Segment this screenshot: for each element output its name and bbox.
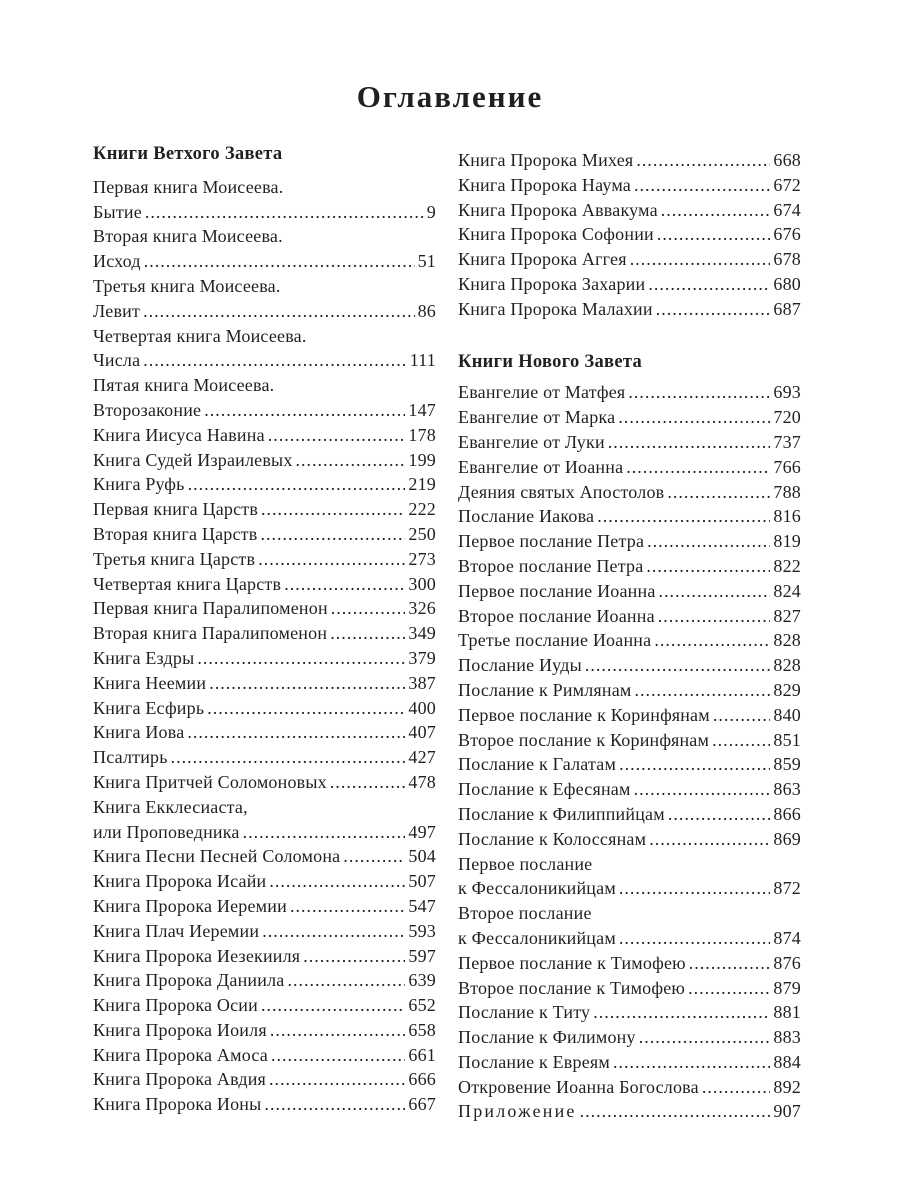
toc-entry[interactable]	[458, 628, 801, 653]
toc-page-number: 674	[773, 199, 801, 220]
dot-leader	[661, 198, 771, 223]
toc-page-number: 379	[408, 647, 436, 668]
dot-leader	[646, 554, 770, 579]
toc-entry[interactable]	[458, 579, 801, 604]
toc-page-number: 883	[773, 1027, 801, 1048]
dot-leader	[702, 1075, 771, 1100]
toc-entry-label: Псалтирь	[93, 747, 168, 768]
dot-leader	[296, 448, 406, 473]
toc-entry-label: Послание к Римлянам	[458, 679, 632, 700]
dot-leader	[619, 752, 770, 777]
toc-entry[interactable]	[93, 348, 436, 373]
toc-entry-label: Вторая книга Паралипоменон	[93, 623, 328, 644]
toc-page-number: 349	[408, 623, 436, 644]
toc-page-number: 824	[773, 580, 801, 601]
toc-entry-label: Послание к Колоссянам	[458, 828, 647, 849]
dot-leader	[209, 671, 405, 696]
new-testament-list	[458, 380, 801, 1124]
toc-entry[interactable]	[458, 297, 801, 322]
toc-entry-label: Деяния святых Апостолов	[458, 481, 665, 502]
toc-entry[interactable]	[93, 299, 436, 324]
toc-page-number: 829	[773, 679, 801, 700]
toc-entry-label: Послание к Евреям	[458, 1051, 610, 1072]
toc-entry-pretitle: Вторая книга Моисеева.	[93, 226, 283, 247]
dot-leader	[269, 869, 405, 894]
dot-leader	[330, 770, 406, 795]
toc-page-number: 250	[408, 523, 436, 544]
dot-leader	[143, 299, 415, 324]
toc-entry[interactable]	[93, 398, 436, 423]
toc-entry[interactable]	[93, 993, 436, 1018]
toc-entry[interactable]	[458, 926, 801, 951]
dot-leader	[689, 951, 771, 976]
toc-entry-label: Книга Неемии	[93, 672, 207, 693]
toc-page-number: 504	[408, 846, 436, 867]
toc-entry-title-line	[93, 274, 436, 299]
dot-leader	[343, 844, 405, 869]
toc-entry[interactable]	[93, 1043, 436, 1068]
toc-entry-label: Послание к Галатам	[458, 754, 617, 775]
toc-entry-label: Книга Ездры	[93, 647, 195, 668]
toc-entry-label: Книга Пророка Иезекииля	[93, 945, 301, 966]
dot-leader	[658, 604, 771, 629]
toc-entry[interactable]	[93, 522, 436, 547]
toc-entry[interactable]	[458, 173, 801, 198]
dot-leader	[143, 348, 406, 373]
dot-leader	[260, 522, 405, 547]
toc-page-number: 400	[408, 697, 436, 718]
toc-entry[interactable]	[458, 148, 801, 173]
dot-leader	[270, 1018, 406, 1043]
toc-entry[interactable]	[93, 745, 436, 770]
toc-entry-pretitle: Первое послание	[458, 853, 593, 874]
toc-entry-label: Книга Пророка Ионы	[93, 1094, 262, 1115]
toc-entry[interactable]	[458, 480, 801, 505]
toc-page-number: 147	[408, 399, 436, 420]
dot-leader	[580, 1099, 771, 1124]
toc-entry-label: Книга Иова	[93, 722, 185, 743]
toc-entry[interactable]	[458, 222, 801, 247]
dot-leader	[331, 596, 406, 621]
toc-entry[interactable]	[93, 770, 436, 795]
toc-entry[interactable]	[93, 894, 436, 919]
toc-entry-label: Первое послание Иоанна	[458, 580, 656, 601]
toc-entry-label: Книга Есфирь	[93, 697, 205, 718]
toc-page-number: 766	[773, 456, 801, 477]
toc-entry[interactable]	[458, 529, 801, 554]
toc-entry[interactable]	[93, 621, 436, 646]
toc-page-number: 219	[408, 474, 436, 495]
toc-entry[interactable]	[93, 646, 436, 671]
toc-entry[interactable]	[458, 1025, 801, 1050]
toc-entry-label: Книга Пророка Наума	[458, 174, 631, 195]
dot-leader	[204, 398, 405, 423]
toc-entry-pretitle: Книга Екклесиаста,	[93, 796, 248, 817]
toc-entry-label: Первое послание к Тимофею	[458, 952, 686, 973]
toc-page-number: 828	[773, 655, 801, 676]
toc-entry-label: Книга Пророка Михея	[458, 150, 634, 170]
toc-page-number: 111	[409, 350, 436, 371]
dot-leader	[630, 247, 771, 272]
toc-entry-label: Послание к Титу	[458, 1002, 591, 1023]
dot-leader	[258, 547, 405, 572]
toc-entry-pretitle: Пятая книга Моисеева.	[93, 375, 275, 396]
toc-page-number: 497	[408, 821, 436, 842]
toc-page-number: 658	[408, 1019, 436, 1040]
toc-entry[interactable]	[93, 249, 436, 274]
toc-entry[interactable]	[458, 504, 801, 529]
toc-page-number: 326	[408, 598, 436, 619]
dot-leader	[145, 200, 424, 225]
toc-entry[interactable]	[458, 802, 801, 827]
dot-leader	[243, 820, 406, 845]
dot-leader	[290, 894, 405, 919]
dot-leader	[635, 678, 771, 703]
toc-entry-label: Четвертая книга Царств	[93, 573, 282, 594]
toc-entry[interactable]	[458, 430, 801, 455]
toc-entry[interactable]	[458, 1099, 801, 1124]
dot-leader	[264, 1092, 405, 1117]
toc-page-number: 222	[408, 499, 436, 520]
toc-entry[interactable]	[458, 405, 801, 430]
toc-entry[interactable]	[458, 1075, 801, 1100]
toc-entry-pretitle: Третья книга Моисеева.	[93, 275, 281, 296]
dot-leader	[608, 430, 771, 455]
toc-entry-label: к Фессалоникийцам	[458, 878, 616, 899]
toc-entry-label: Послание Иуды	[458, 655, 582, 676]
toc-entry-label: Второе послание Петра	[458, 555, 644, 576]
toc-entry[interactable]	[458, 1000, 801, 1025]
toc-entry-pretitle: Первая книга Моисеева.	[93, 176, 284, 197]
toc-entry[interactable]	[93, 1067, 436, 1092]
dot-leader	[262, 919, 405, 944]
toc-page-number: 827	[773, 605, 801, 626]
toc-page-number: 693	[773, 382, 801, 403]
toc-entry[interactable]	[93, 720, 436, 745]
toc-entry-label: Откровение Иоанна Богослова	[458, 1076, 699, 1097]
toc-entry-label: Вторая книга Царств	[93, 523, 258, 544]
toc-page-number: 407	[408, 722, 436, 743]
toc-entry-label: Книга Пророка Осии	[93, 995, 258, 1016]
toc-entry[interactable]	[458, 703, 801, 728]
toc-entry-title-line	[93, 224, 436, 249]
toc-page-number: 639	[408, 970, 436, 991]
toc-entry-label: Евангелие от Марка	[458, 407, 616, 428]
toc-entry[interactable]	[458, 876, 801, 901]
toc-entry-label: Второе послание Иоанна	[458, 605, 655, 626]
toc-entry-label: Книга Иисуса Навина	[93, 424, 265, 445]
dot-leader	[667, 480, 770, 505]
dot-leader	[171, 745, 406, 770]
toc-entry[interactable]	[458, 380, 801, 405]
dot-leader	[634, 777, 771, 802]
toc-entry[interactable]	[458, 976, 801, 1001]
toc-entry-label: Послание к Ефесянам	[458, 779, 631, 800]
toc-page-number: 9	[426, 201, 436, 222]
toc-entry[interactable]	[93, 944, 436, 969]
toc-entry-label: Первое послание Петра	[458, 531, 645, 552]
toc-entry-title-line	[93, 795, 436, 820]
toc-entry-label: Левит	[93, 300, 141, 321]
dot-leader	[287, 968, 405, 993]
dot-leader	[593, 1000, 770, 1025]
toc-page-number: 672	[773, 174, 801, 195]
toc-page-number: 427	[408, 747, 436, 768]
toc-entry-label: Книга Судей Израилевых	[93, 449, 293, 470]
toc-entry-label: Книга Пророка Даниила	[93, 970, 285, 991]
toc-entry-pretitle: Четвертая книга Моисеева.	[93, 325, 307, 346]
toc-page-number: 86	[417, 300, 436, 321]
toc-page-number: 872	[773, 878, 801, 899]
toc-left-column	[93, 142, 436, 1117]
toc-entry-label: Второе послание к Тимофею	[458, 977, 686, 998]
toc-entry-title-line	[458, 852, 801, 877]
toc-page-number: 676	[773, 224, 801, 245]
dot-leader	[284, 572, 405, 597]
toc-page-number: 819	[773, 531, 801, 552]
toc-entry[interactable]	[458, 1050, 801, 1075]
toc-entry-label: Послание Иакова	[458, 506, 595, 527]
toc-entry[interactable]	[458, 247, 801, 272]
toc-entry-title-line	[458, 901, 801, 926]
dot-leader	[271, 1043, 405, 1068]
toc-entry[interactable]	[458, 554, 801, 579]
toc-entry-label: Третья книга Царств	[93, 548, 256, 569]
toc-entry-title-line	[93, 324, 436, 349]
toc-entry[interactable]	[458, 678, 801, 703]
toc-page-number: 737	[773, 431, 801, 452]
toc-page-number: 822	[773, 555, 801, 576]
toc-entry-label: Книга Пророка Аввакума	[458, 199, 658, 220]
toc-page-number: 668	[773, 150, 801, 170]
toc-page-number: 178	[408, 424, 436, 445]
toc-entry-label: Приложение	[458, 1101, 577, 1122]
toc-page-number: 547	[408, 895, 436, 916]
dot-leader	[657, 222, 771, 247]
toc-page-number: 788	[773, 481, 801, 502]
toc-entry[interactable]	[458, 728, 801, 753]
toc-page-number: 884	[773, 1051, 801, 1072]
toc-page-number: 661	[408, 1044, 436, 1065]
toc-entry-title-line	[93, 373, 436, 398]
toc-entry[interactable]	[93, 671, 436, 696]
toc-entry[interactable]	[93, 1018, 436, 1043]
toc-entry[interactable]	[93, 497, 436, 522]
dot-leader	[668, 802, 771, 827]
toc-entry-label: Книга Пророка Исайи	[93, 871, 267, 892]
dot-leader	[303, 944, 405, 969]
toc-entry[interactable]	[458, 777, 801, 802]
toc-entry[interactable]	[93, 596, 436, 621]
toc-right-column	[458, 148, 801, 1124]
toc-entry-label: Второзаконие	[93, 399, 202, 420]
toc-page-number: 597	[408, 945, 436, 966]
toc-entry-label: Послание к Филиппийцам	[458, 803, 665, 824]
toc-entry-label: Второе послание к Коринфянам	[458, 729, 710, 750]
toc-entry-label: Книга Пророка Иеремии	[93, 895, 287, 916]
toc-entry[interactable]	[93, 820, 436, 845]
dot-leader	[330, 621, 405, 646]
dot-leader	[712, 728, 770, 753]
toc-entry[interactable]	[93, 919, 436, 944]
old-testament-list-continued	[458, 148, 801, 322]
toc-page-number: 840	[773, 704, 801, 725]
toc-entry[interactable]	[458, 604, 801, 629]
toc-page-number: 879	[773, 977, 801, 998]
toc-entry[interactable]	[93, 1092, 436, 1117]
new-testament-heading: Книги Нового Завета	[458, 351, 643, 372]
toc-entry[interactable]	[93, 200, 436, 225]
toc-entry-label: к Фессалоникийцам	[458, 927, 616, 948]
dot-leader	[636, 148, 770, 173]
toc-entry[interactable]	[458, 198, 801, 223]
toc-entry-pretitle: Второе послание	[458, 903, 592, 924]
toc-entry[interactable]	[93, 696, 436, 721]
toc-entry[interactable]	[458, 827, 801, 852]
toc-entry-label: Числа	[93, 350, 141, 371]
toc-page-number: 720	[773, 407, 801, 428]
toc-entry-label: Книга Пророка Авдия	[93, 1069, 267, 1090]
toc-entry[interactable]	[93, 869, 436, 894]
toc-entry[interactable]	[458, 272, 801, 297]
dot-leader	[648, 272, 770, 297]
toc-page-number: 687	[773, 298, 801, 319]
toc-entry-label: Книга Пророка Малахии	[458, 298, 653, 319]
toc-entry-label: Первое послание к Коринфянам	[458, 704, 710, 725]
toc-page-number: 199	[408, 449, 436, 470]
dot-leader	[269, 1067, 405, 1092]
toc-page-number: 507	[408, 871, 436, 892]
toc-entry-label: Книга Пророка Иоиля	[93, 1019, 267, 1040]
toc-entry-label: Евангелие от Иоанна	[458, 456, 624, 477]
toc-entry[interactable]	[93, 423, 436, 448]
toc-page-number: 478	[408, 771, 436, 792]
toc-entry-label: Книга Пророка Софонии	[458, 224, 654, 245]
toc-entry[interactable]	[458, 653, 801, 678]
toc-page-number: 859	[773, 754, 801, 775]
toc-entry-label: Книга Песни Песней Соломона	[93, 846, 341, 867]
toc-entry-label: Первая книга Царств	[93, 499, 259, 520]
toc-entry-label: Евангелие от Матфея	[458, 382, 626, 403]
dot-leader	[628, 380, 770, 405]
toc-entry[interactable]	[93, 844, 436, 869]
toc-entry-label: Книга Пророка Захарии	[458, 273, 646, 294]
toc-page-number: 667	[408, 1094, 436, 1115]
dot-leader	[688, 976, 770, 1001]
dot-leader	[654, 628, 770, 653]
toc-entry[interactable]	[93, 572, 436, 597]
dot-leader	[656, 297, 771, 322]
dot-leader	[618, 405, 770, 430]
toc-entry-label: Первая книга Паралипоменон	[93, 598, 328, 619]
toc-entry-label: Книга Пророка Аггея	[458, 249, 627, 270]
toc-page-number: 816	[773, 506, 801, 527]
toc-entry[interactable]	[458, 951, 801, 976]
dot-leader	[613, 1050, 770, 1075]
toc-page-number: 874	[773, 927, 801, 948]
dot-leader	[188, 472, 406, 497]
toc-page-number: 387	[408, 672, 436, 693]
toc-entry-title-line	[93, 175, 436, 200]
toc-entry-label: Книга Руфь	[93, 474, 185, 495]
dot-leader	[261, 497, 405, 522]
dot-leader	[197, 646, 405, 671]
dot-leader	[626, 455, 770, 480]
toc-page-number: 892	[773, 1076, 801, 1097]
toc-page-number: 300	[408, 573, 436, 594]
dot-leader	[659, 579, 771, 604]
dot-leader	[187, 720, 405, 745]
toc-page-number: 881	[773, 1002, 801, 1023]
dot-leader	[639, 1025, 771, 1050]
toc-entry-label: Евангелие от Луки	[458, 431, 605, 452]
dot-leader	[597, 504, 770, 529]
old-testament-list	[93, 175, 436, 1117]
dot-leader	[649, 827, 770, 852]
toc-page-number: 666	[408, 1069, 436, 1090]
toc-page-number: 680	[773, 273, 801, 294]
dot-leader	[634, 173, 770, 198]
dot-leader	[585, 653, 771, 678]
toc-entry-label: Книга Плач Иеремии	[93, 920, 260, 941]
toc-entry-label: Бытие	[93, 201, 142, 222]
page-title: Оглавление	[356, 78, 544, 114]
toc-entry-label: Третье послание Иоанна	[458, 630, 652, 651]
toc-page-number: 869	[773, 828, 801, 849]
dot-leader	[207, 696, 405, 721]
dot-leader	[144, 249, 415, 274]
toc-page-number: 876	[773, 952, 801, 973]
toc-entry-label: Исход	[93, 251, 141, 272]
toc-entry[interactable]	[93, 448, 436, 473]
dot-leader	[261, 993, 405, 1018]
dot-leader	[647, 529, 770, 554]
toc-entry[interactable]	[93, 968, 436, 993]
dot-leader	[268, 423, 406, 448]
toc-entry-label: Послание к Филимону	[458, 1027, 636, 1048]
toc-page-number: 828	[773, 630, 801, 651]
toc-page-number: 863	[773, 779, 801, 800]
old-testament-heading: Книги Ветхого Завета	[93, 144, 283, 164]
toc-page-number: 866	[773, 803, 801, 824]
toc-page-number: 851	[773, 729, 801, 750]
toc-entry[interactable]	[93, 472, 436, 497]
toc-entry-label: или Проповедника	[93, 821, 240, 842]
toc-entry[interactable]	[458, 455, 801, 480]
toc-page-number: 678	[773, 249, 801, 270]
toc-entry-label: Книга Притчей Соломоновых	[93, 771, 327, 792]
toc-entry-label: Книга Пророка Амоса	[93, 1044, 268, 1065]
dot-leader	[713, 703, 771, 728]
toc-page-number: 51	[417, 251, 436, 272]
dot-leader	[619, 926, 770, 951]
toc-page-number: 652	[408, 995, 436, 1016]
toc-page-number: 273	[408, 548, 436, 569]
toc-entry[interactable]	[93, 547, 436, 572]
dot-leader	[619, 876, 770, 901]
toc-page-number: 907	[773, 1101, 801, 1122]
toc-page-number: 593	[408, 920, 436, 941]
toc-entry[interactable]	[458, 752, 801, 777]
